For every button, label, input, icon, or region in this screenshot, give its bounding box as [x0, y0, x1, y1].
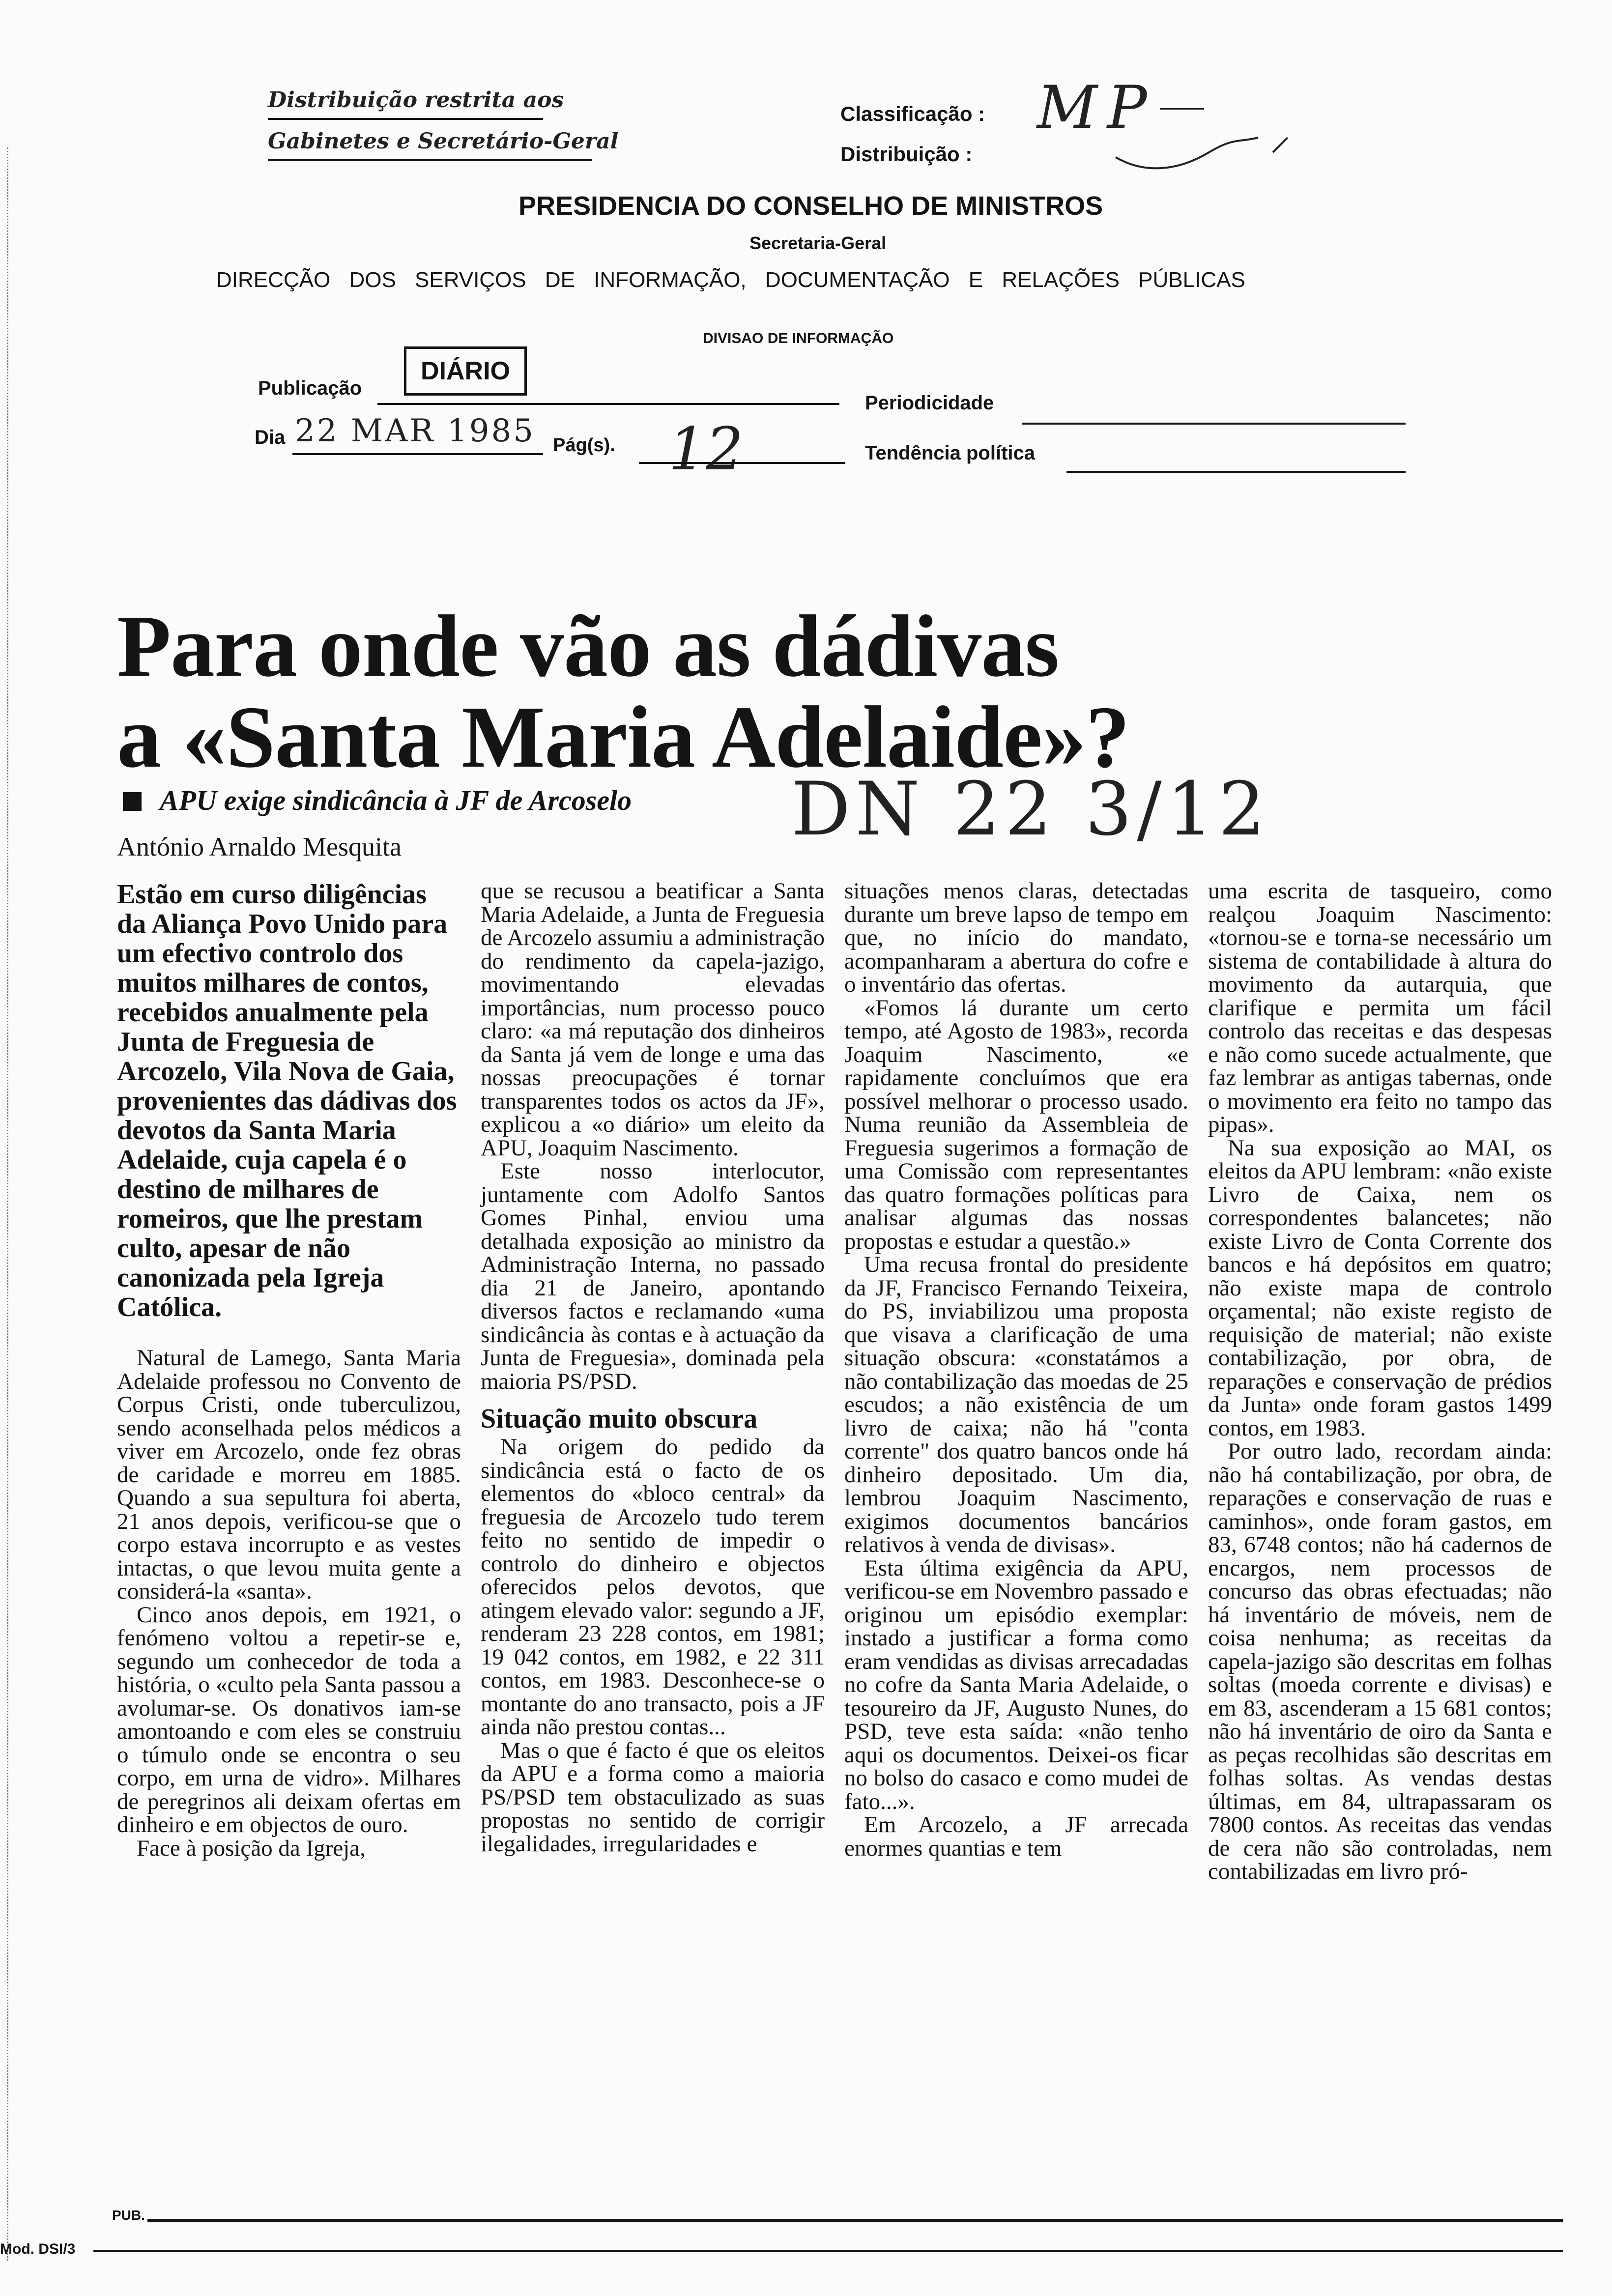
- col3-paragraph: Uma recusa frontal do presidente da JF, Francisco Fernando Teixeira, do PS, inviabilizou uma proposta que visava a clarificação de uma situação obscura: «constatámos a não contabilização das moedas de 25 escudos; a não existência de um livro de caixa; não há "conta corrente" dos quatro bancos onde há dinheiro depositado. Um dia, lembrou Joaquim Nascimento, exigimos documentos bancários relativos à venda de divisas».: [844, 1252, 1188, 1557]
- classificacao-dash: [1160, 108, 1204, 110]
- margin-rule: [7, 147, 8, 2261]
- restricted-note-line1: Distribuição restrita aos: [268, 87, 564, 113]
- lead-paragraph: Estão em curso diligências da Aliança Povo Unido para um efectivo controlo dos muitos milhares de contos, recebidos anualmente pela Junta de Freguesia de Arcozelo, Vila Nova de Gaia, provenientes das dádivas dos devotos da Santa Maria Adelaide, cuja capela é o destino de milhares de romeiros, que lhe prestam culto, apesar de não canonizada pela Igreja Católica.: [117, 879, 457, 1322]
- handwritten-reference: DN 22 3/12: [791, 767, 1270, 852]
- subhead: APU exige sindicância à JF de Arcoselo: [160, 784, 632, 816]
- publicacao-line: [377, 403, 839, 405]
- periodicidade-label: Periodicidade: [865, 392, 994, 414]
- footer-rule-2: [93, 2250, 1563, 2252]
- pags-label: Pág(s).: [553, 435, 615, 456]
- col1-paragraph: Natural de Lamego, Santa Maria Adelaide professou no Convento de Corpus Cristi, onde tuberculizou, sendo aconselhada pelos médicos a viver em Arcozelo, onde fez obras de caridade e morreu em 1885. Quando a sua sepultura foi aberta, 21 anos depois, verificou-se que o corpo estava incorrupto e as vestes intactas, o que levou muita gente a considerá-la «santa».: [117, 1345, 461, 1604]
- column-3: [844, 880, 1188, 1860]
- column-2: [481, 880, 825, 1856]
- distribuicao-scribble: [1111, 123, 1297, 177]
- classificacao-label: Classificação :: [840, 102, 985, 125]
- col3-paragraph: Em Arcozelo, a JF arrecada enormes quantias e tem: [844, 1812, 1188, 1861]
- col2-paragraph: Este nosso interlocutor, juntamente com Adolfo Santos Gomes Pinhal, enviou uma detalhada exposição ao ministro da Administração Interna, no passado dia 21 de Janeiro, apontando diversos factos e reclamando «uma sindicância às contas e à actuação da Junta de Freguesia», dominada pela maioria PS/PSD.: [481, 1158, 825, 1394]
- headline-line1: Para onde vão as dádivas: [117, 597, 1059, 695]
- pags-line: [639, 462, 845, 464]
- col4-paragraph: uma escrita de tasqueiro, como realçou Joaquim Nascimento: «tornou-se e torna-se necessário um sistema de contabilidade à altura do movimento da autarquia, que clarifique e permita um fácil controlo das receitas e das despesas e não como sucede actualmente, que faz lembrar as antigas tabernas, onde o movimento era feito no tampo das pipas».: [1208, 878, 1552, 1137]
- org-title: PRESIDENCIA DO CONSELHO DE MINISTROS: [518, 191, 1103, 221]
- col3-paragraph: situações menos claras, detectadas durante um breve lapso de tempo em que, no início do mandato, acompanharam a abertura do cofre e o inventário das ofertas.: [844, 878, 1188, 997]
- section-heading: Situação muito obscura: [481, 1404, 758, 1434]
- restricted-note-line2: Gabinetes e Secretário-Geral: [268, 129, 619, 154]
- col3-paragraph: Esta última exigência da APU, verificou-se em Novembro passado e originou um episódio exemplar: instado a justificar a forma como eram vendidas as divisas arrecadadas no cofre da Santa Maria Adelaide, o tesoureiro da JF, Augusto Nunes, do PSD, teve esta saída: «não tenho aqui os documentos. Deixei-os ficar no bolso do casaco e como mudei de fato...».: [844, 1555, 1188, 1814]
- col2-paragraph: Mas o que é facto é que os eleitos da APU e a forma como a maioria PS/PSD tem obstaculizado as suas propostas no sentido de corrigir ilegalidades, irregularidades e: [481, 1737, 825, 1857]
- publicacao-label: Publicação: [258, 377, 362, 399]
- periodicidade-line: [1022, 423, 1406, 425]
- footer-rule-1: [147, 2219, 1563, 2222]
- model-code: Mod. DSI/3: [0, 2241, 76, 2257]
- org-subtitle: Secretaria-Geral: [749, 233, 887, 253]
- restricted-underline-1: [268, 118, 543, 120]
- pub-label: PUB.: [112, 2208, 145, 2223]
- col2-paragraph: que se recusou a beatificar a Santa Maria Adelaide, a Junta de Freguesia de Arcozelo assumiu a administração do rendimento da capela-jazigo, movimentando elevadas importâncias, num processo pouco claro: «a má reputação dos dinheiros da Santa já vem de longe e uma das nossas preocupações é tornar transparentes todos os actos da JF», explicou a «o diário» um eleito da APU, Joaquim Nascimento.: [481, 878, 825, 1161]
- publicacao-box: DIÁRIO: [404, 346, 527, 396]
- col4-paragraph: Por outro lado, recordam ainda: não há contabilização, por obra, de reparações e conservação de ruas e caminhos», onde foram gastos, em 83, 6748 contos; não há cadernos de encargos, nem processos de concurso das obras efectuadas; não há inventário de móveis, nem de coisa nenhuma; as receitas da capela-jazigo são descritas em folhas soltas (moeda corrente e divisas) e em 83, ascenderam a 15 681 contos; não há inventário de oiro da Santa e as peças recolhidas são descritas em folhas soltas. As vendas destas últimas, em 84, ultrapassaram os 7800 contos. As receitas das vendas de cera não são controladas, nem contabilizadas em livro pró-: [1208, 1438, 1552, 1884]
- dia-label: Dia: [255, 427, 286, 448]
- bullet-square: [123, 792, 142, 811]
- division: DIVISAO DE INFORMAÇÃO: [703, 330, 894, 346]
- col2-paragraph: Na origem do pedido da sindicância está o facto de os elementos do «bloco central» da freguesia de Arcozelo tudo terem feito no sentido de impedir o controlo do dinheiro e objectos oferecidos pelos devotos, que atingem elevado valor: segundo a JF, renderam 23 228 contos, em 1981; 19 042 contos, em 1982, e 22 311 contos, em 1983. Desconhece-se o montante do ano transacto, pois a JF ainda não prestou contas...: [481, 1434, 825, 1740]
- distribuicao-label: Distribuição :: [840, 143, 973, 166]
- column-4: [1208, 880, 1552, 1884]
- col4-paragraph: Na sua exposição ao MAI, os eleitos da APU lembram: «não existe Livro de Caixa, nem os correspondentes balancetes; não existe Livro de Conta Corrente dos bancos e há depósitos em quatro; não existe mapa de controlo orçamental; não existe registo de requisição de material; não existe contabilização, por obra, de reparações e conservação de prédios da Junta» onde foram gastos 1499 contos, em 1983.: [1208, 1135, 1552, 1441]
- tendencia-label: Tendência política: [865, 442, 1035, 464]
- dia-line: [292, 453, 543, 455]
- byline: António Arnaldo Mesquita: [117, 832, 402, 861]
- col1-paragraph: Cinco anos depois, em 1921, o fenómeno voltou a repetir-se e, segundo um conhecedor de toda a história, o «culto pela Santa passou a avolumar-se. Os donativos iam-se amontoando e com eles se construiu o túmulo onde se encontra o seu corpo, em urna de vidro». Milhares de peregrinos ali deixam ofertas em dinheiro e em objectos de ouro.: [117, 1602, 461, 1837]
- classificacao-handwritten: MP: [1037, 74, 1157, 142]
- pags-handwritten: 12: [668, 415, 744, 484]
- dia-stamp: 22 MAR 1985: [295, 413, 535, 449]
- directorate: DIRECÇÃO DOS SERVIÇOS DE INFORMAÇÃO, DOCUMENTAÇÃO E RELAÇÕES PÚBLICAS: [216, 268, 1245, 292]
- col1-paragraph: Face à posição da Igreja,: [137, 1835, 366, 1861]
- tendencia-line: [1066, 471, 1406, 473]
- restricted-underline-2: [268, 159, 592, 161]
- col3-paragraph: «Fomos lá durante um certo tempo, até Agosto de 1983», recorda Joaquim Nascimento, «e rapidamente concluímos que era possível melhorar o processo usado. Numa reunião da Assembleia de Freguesia sugerimos a formação de uma Comissão com representantes das quatro formações políticas para analisar algumas das nossas propostas e estudar a questão.»: [844, 995, 1188, 1254]
- headline-line2: a «Santa Maria Adelaide»?: [117, 688, 1130, 786]
- column-1: [117, 880, 461, 1860]
